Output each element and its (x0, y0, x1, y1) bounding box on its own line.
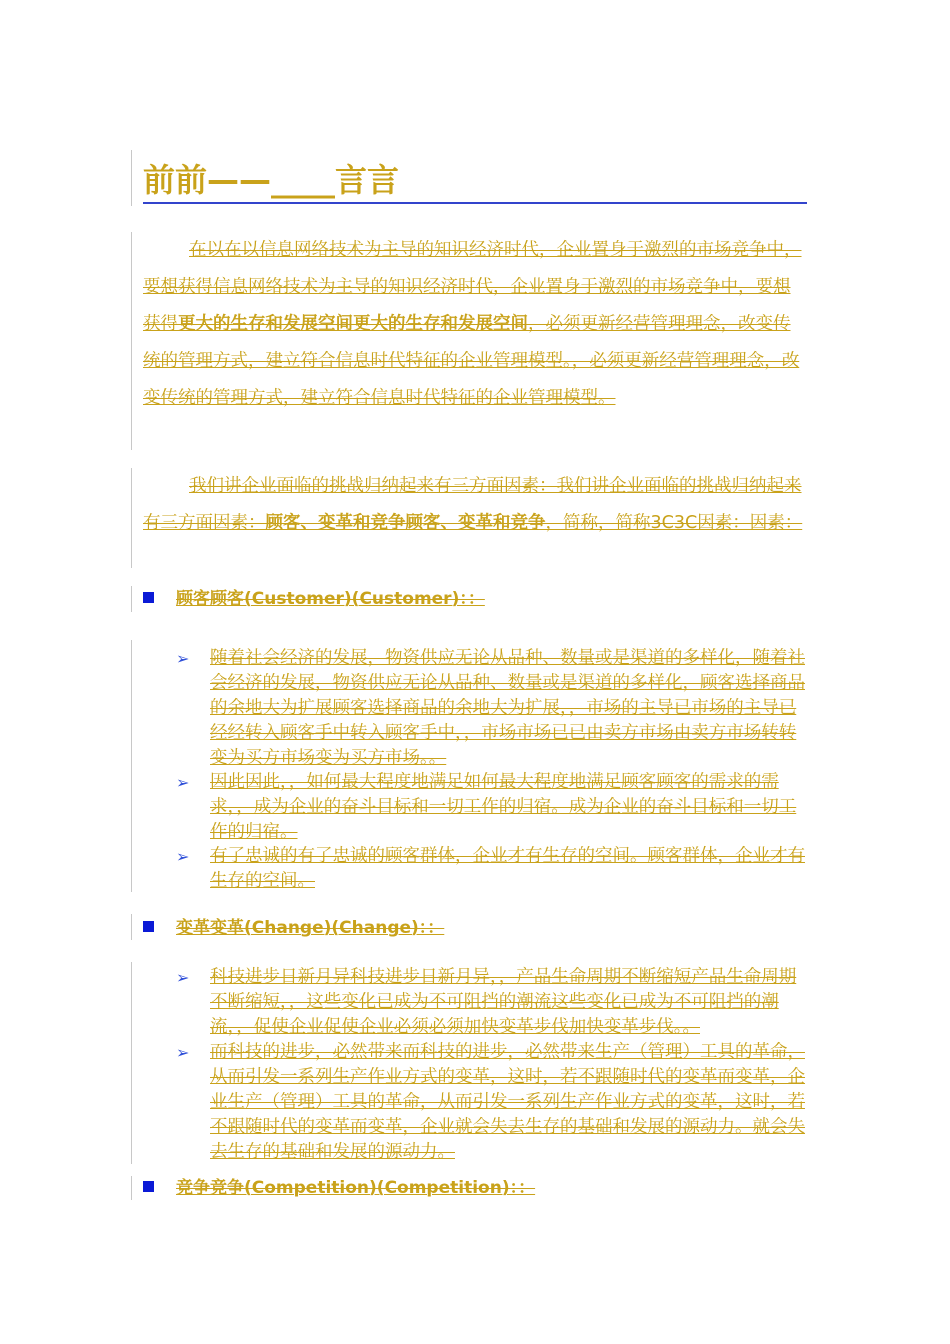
blue-square-icon (143, 921, 154, 932)
arrow-right-icon: ➢ (176, 773, 190, 792)
page-title: 前前——____言言 (143, 161, 400, 199)
title-underline (143, 202, 807, 204)
list-item (176, 965, 806, 1040)
list-item-text: 而科技的进步，必然带来而科技的进步，必然带来生产（管理）工具的革命，从而引发一系列生产作业方式的变革，这时，若不跟随时代的变革而变革，企业生产（管理）工具的革命，从而引发一系列生产作业方式的变革，这时，若不跟随时代的变革而变革，企业就会失去生存的基础和发展的源动力。就会失去生存的基础和发展的源动力。 (210, 1042, 805, 1162)
list-item (176, 770, 806, 845)
list-item (176, 844, 806, 894)
blue-square-icon (143, 592, 154, 603)
list-item-text: 科技进步日新月异科技进步日新月异，，产品生命周期不断缩短产品生命周期不断缩短，，这些变化已成为不可阻挡的潮流这些变化已成为不可阻挡的潮流，，促使企业促使企业必须必须加快变革步伐加快变革步伐。。 (210, 967, 797, 1037)
intro-text: 在以在以信息网络技术为主导的知识经济时代，企业置身于激烈的市场竞争中，要想获得信息网络技术为主导的知识经济时代，企业置身于激烈的市场竞争中，要想获得 (143, 240, 802, 334)
arrow-right-icon: ➢ (176, 847, 190, 866)
revision-bar (131, 914, 132, 940)
revision-bar (131, 1176, 132, 1200)
revision-bar (131, 962, 132, 1164)
section-heading-text: 竞争竞争(Competition)(Competition)：： (176, 1178, 536, 1198)
intro-text: ，简称，简称3C3C因素：因素： (545, 513, 803, 533)
revision-bar (131, 586, 132, 612)
arrow-right-icon: ➢ (176, 649, 190, 668)
section-heading-text: 变革变革(Change)(Change)：： (176, 918, 445, 938)
section-heading-competition (143, 1173, 807, 1203)
section-heading-customer (143, 584, 807, 614)
section-heading-text: 顾客顾客(Customer)(Customer)：： (176, 589, 485, 609)
revision-bar (131, 150, 132, 206)
intro-emphasis: 更大的生存和发展空间更大的生存和发展空间 (178, 314, 528, 334)
revision-bar (131, 232, 132, 450)
list-item-text: 随着社会经济的发展，物资供应无论从品种、数量或是渠道的多样化，随着社会经济的发展，物资供应无论从品种、数量或是渠道的多样化，顾客选择商品的余地大为扩展顾客选择商品的余地大为扩展，，市场的主导已市场的主导已经经转入顾客手中转入顾客手中，，市场市场已已由卖方市场由卖方市场转转变为买方市场变为买方市场。。 (210, 648, 805, 768)
intro-paragraph-1 (143, 232, 807, 417)
revision-bar (131, 640, 132, 892)
arrow-right-icon: ➢ (176, 1043, 190, 1062)
list-item-text: 有了忠诚的有了忠诚的顾客群体，企业才有生存的空间。顾客群体，企业才有生存的空间。 (210, 846, 805, 891)
intro-paragraph-2 (143, 468, 807, 542)
list-item (176, 1040, 806, 1165)
arrow-right-icon: ➢ (176, 968, 190, 987)
section-heading-change (143, 913, 807, 943)
intro-emphasis: 顾客、变革和竞争顾客、变革和竞争 (265, 513, 546, 533)
list-item-text: 因此因此，，如何最大程度地满足如何最大程度地满足顾客顾客的需求的需求，，成为企业的奋斗目标和一切工作的归宿。成为企业的奋斗目标和一切工作的归宿。 (210, 772, 797, 842)
intro-text: ，必须更新经营管理理念，改变传统的管理方式，建立符合信息时代特征的企业管理模型。，必须更新经营管理理念，改变传统的管理方式，建立符合信息时代特征的企业管理模型。 (143, 314, 800, 408)
revision-bar (131, 468, 132, 568)
intro-text: 我们讲企业面临的挑战归纳起来有三方面因素：我们讲企业面临的挑战归纳起来有三方面因素： (143, 476, 802, 533)
list-item (176, 646, 806, 771)
blue-square-icon (143, 1181, 154, 1192)
